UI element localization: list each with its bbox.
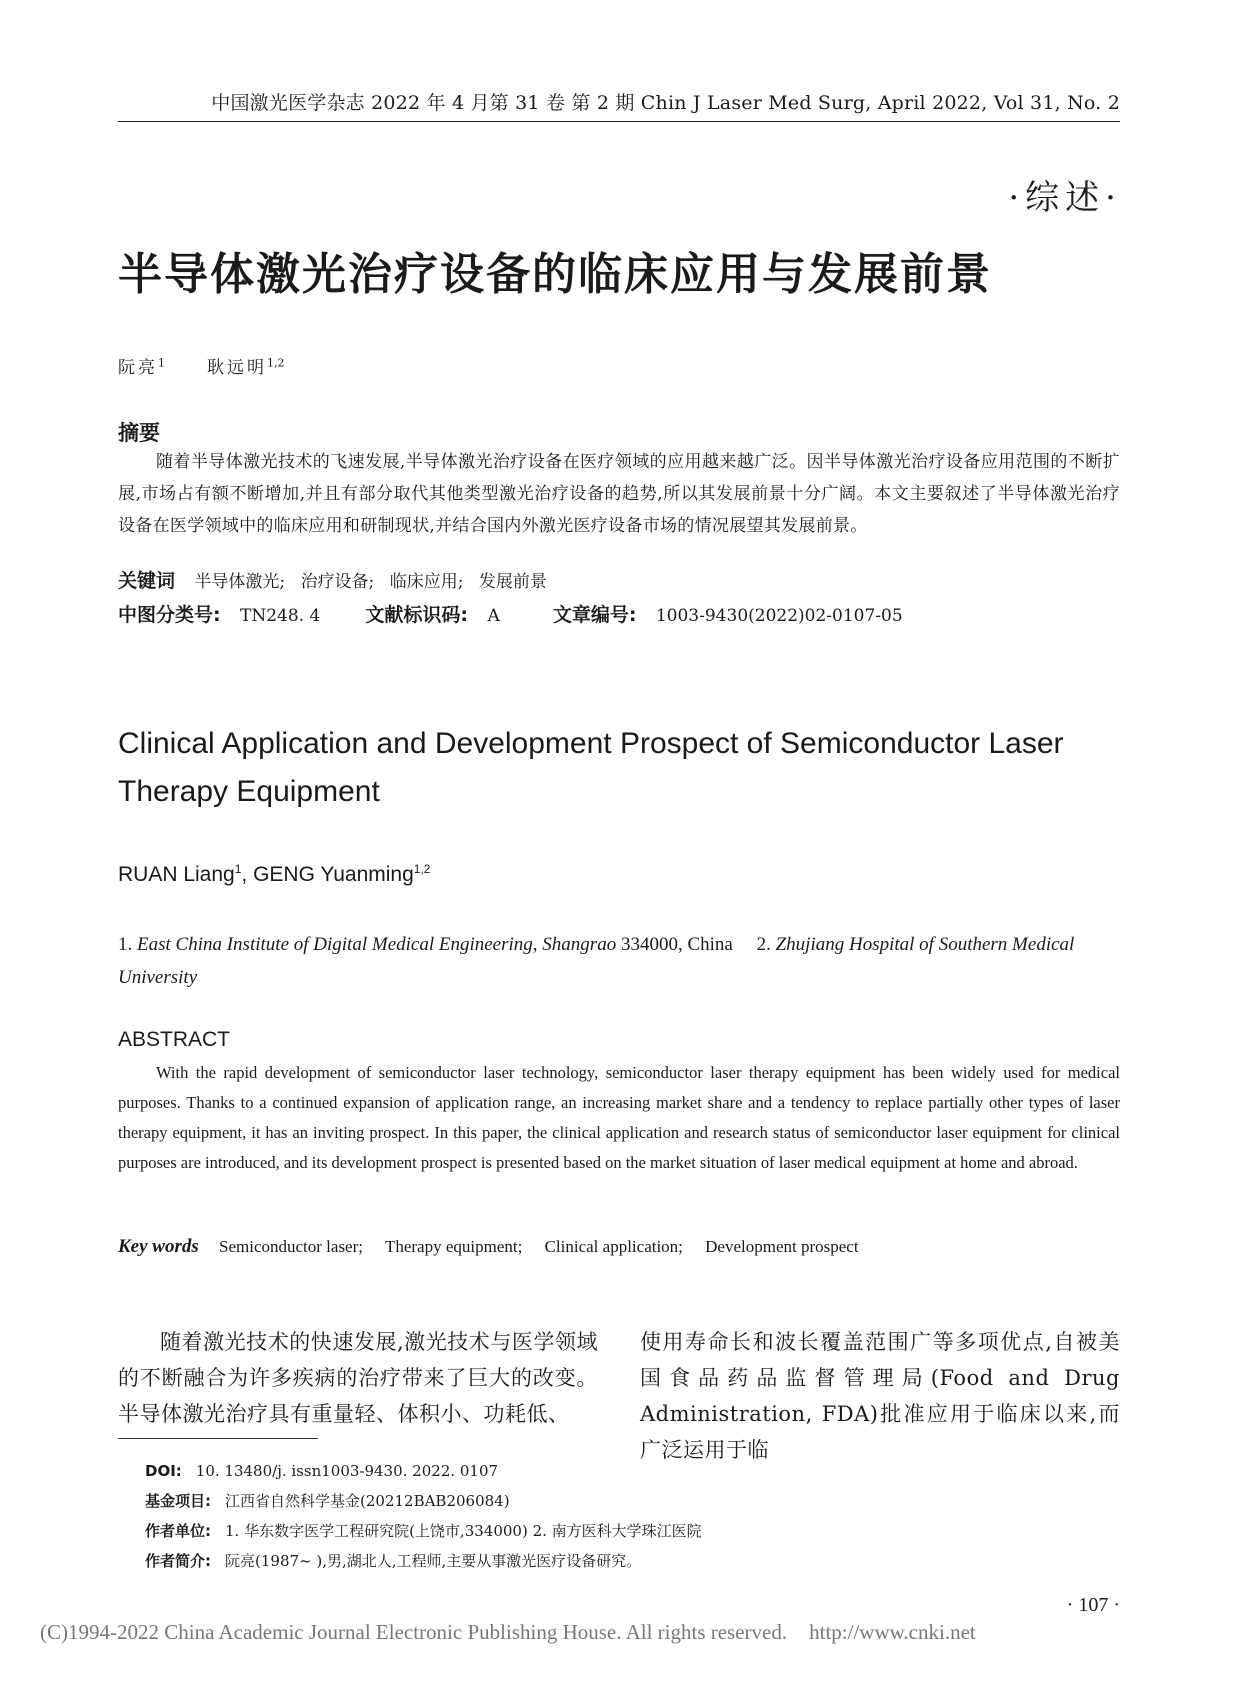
footnote-funding: [145, 1486, 702, 1516]
affil-postcode: 334000, China: [620, 934, 733, 955]
footnote-text: 1. 华东数字医学工程研究院(上饶市,334000) 2. 南方医科大学珠江医院: [225, 1522, 702, 1540]
author-name: 耿远明: [207, 358, 268, 378]
author-name: RUAN Liang: [118, 863, 235, 886]
author-affil-mark: 1,2: [413, 862, 431, 876]
author-name: GENG Yuanming: [253, 863, 414, 886]
keyword: 治疗设备;: [300, 572, 375, 592]
english-keywords: [118, 1236, 877, 1258]
keyword: Semiconductor laser;: [219, 1237, 363, 1256]
footnote-label: 作者简介:: [145, 1552, 211, 1570]
page-number: · 107 ·: [1066, 1594, 1120, 1616]
keyword: 半导体激光;: [194, 572, 286, 592]
running-head: 中国激光医学杂志 2022 年 4 月第 31 卷 第 2 期 Chin J Laser Med Surg, April 2022, Vol 31, No. 2: [118, 88, 1120, 122]
clc-value: TN248. 4: [240, 606, 321, 626]
keyword: Clinical application;: [544, 1237, 683, 1256]
body-text-right-column: 使用寿命长和波长覆盖范围广等多项优点,自被美国食品药品监督管理局(Food and Drug Administration, FDA)批准应用于临床以来,而广泛运用于临: [640, 1330, 1120, 1462]
affil-institution: East China Institute of Digital Medical Engineering: [137, 934, 533, 955]
footnote-doi: [145, 1456, 702, 1486]
keyword: 发展前景: [478, 572, 547, 592]
author-name: 阮亮: [118, 358, 158, 378]
english-abstract-heading: ABSTRACT: [118, 1028, 231, 1051]
chinese-keywords: [118, 566, 557, 593]
chinese-title: 半导体激光治疗设备的临床应用与发展前景: [118, 249, 992, 300]
footnote-label: 作者单位:: [145, 1522, 211, 1540]
classification-row: [118, 600, 903, 627]
chinese-abstract: 随着半导体激光技术的飞速发展,半导体激光治疗设备在医疗领域的应用越来越广泛。因半导体激光治疗设备应用范围的不断扩展,市场占有额不断增加,并且有部分取代其他类型激光治疗设备的趋势,所以其发展前景十分广阔。本文主要叙述了半导体激光治疗设备在医学领域中的临床应用和研制现状,并结合国内外激光医疗设备市场的情况展望其发展前景。: [118, 452, 1120, 536]
author-affil-mark: 1: [234, 862, 242, 876]
affil-number: 1.: [118, 934, 133, 955]
article-number-label: 文章编号:: [552, 604, 637, 626]
chinese-abstract-heading: 摘要: [118, 421, 160, 445]
affil-number: 2.: [756, 934, 771, 955]
author-affil-mark: 1,2: [267, 356, 285, 370]
affil-institution: Zhujiang Hospital of Southern Medical University: [118, 934, 1075, 988]
clc-label: 中图分类号:: [118, 604, 221, 626]
footnote-label: DOI:: [145, 1462, 182, 1480]
copyright-text: (C)1994-2022 China Academic Journal Electronic Publishing House. All rights reserved.: [40, 1620, 788, 1644]
english-title: Clinical Application and Development Prospect of Semiconductor Laser Therapy Equipment: [118, 727, 1064, 808]
footnote-affiliation: [145, 1516, 702, 1546]
keyword: Development prospect: [705, 1237, 859, 1256]
footnote-text: 10. 13480/j. issn1003-9430. 2022. 0107: [195, 1462, 499, 1480]
footnotes: [145, 1456, 702, 1576]
affiliations: 1. East China Institute of Digital Medical Engineering, Shangrao 334000, China 2. Zhujiang Hospital of Southern Medical University: [118, 934, 1075, 988]
keywords-label: 关键词: [118, 570, 176, 592]
english-abstract: With the rapid development of semiconductor laser technology, semiconductor laser therapy equipment has been widely used for medical purposes. Thanks to a continued expansion of application range, an increasing market share and a tendency to replace partially other types of laser therapy equipment, it has an inviting prospect. In this paper, the clinical application and research status of semiconductor laser equipment for clinical purposes are introduced, and its development prospect is presented based on the market situation of laser medical equipment at home and abroad.: [118, 1063, 1120, 1172]
keyword: Therapy equipment;: [384, 1237, 523, 1256]
copyright-watermark: [40, 1620, 976, 1645]
section-label: ·综述·: [1008, 178, 1122, 218]
doc-code-value: A: [487, 606, 500, 626]
footnote-text: 阮亮(1987~ ),男,湖北人,工程师,主要从事激光医疗设备研究。: [225, 1552, 642, 1570]
footnote-text: 江西省自然科学基金(20212BAB206084): [225, 1492, 510, 1510]
doc-code-label: 文献标识码:: [365, 604, 469, 626]
body-text-left-column: 随着激光技术的快速发展,激光技术与医学领域的不断融合为许多疾病的治疗带来了巨大的改变。半导体激光治疗具有重量轻、体积小、功耗低、: [118, 1330, 598, 1426]
footnote-label: 基金项目:: [145, 1492, 211, 1510]
copyright-url: http://www.cnki.net: [809, 1620, 976, 1644]
chinese-authors: [118, 353, 285, 378]
affil-city: Shangrao: [542, 934, 617, 955]
english-authors: RUAN Liang$^1$, GENG Yuanming$^{1,2}$: [118, 862, 431, 886]
footnote-bio: [145, 1546, 702, 1576]
author-affil-mark: 1: [158, 356, 165, 370]
keyword: 临床应用;: [389, 572, 464, 592]
article-number-value: 1003-9430(2022)02-0107-05: [655, 606, 903, 626]
footnote-divider: [118, 1438, 318, 1439]
keywords-label: Key words: [118, 1236, 199, 1257]
